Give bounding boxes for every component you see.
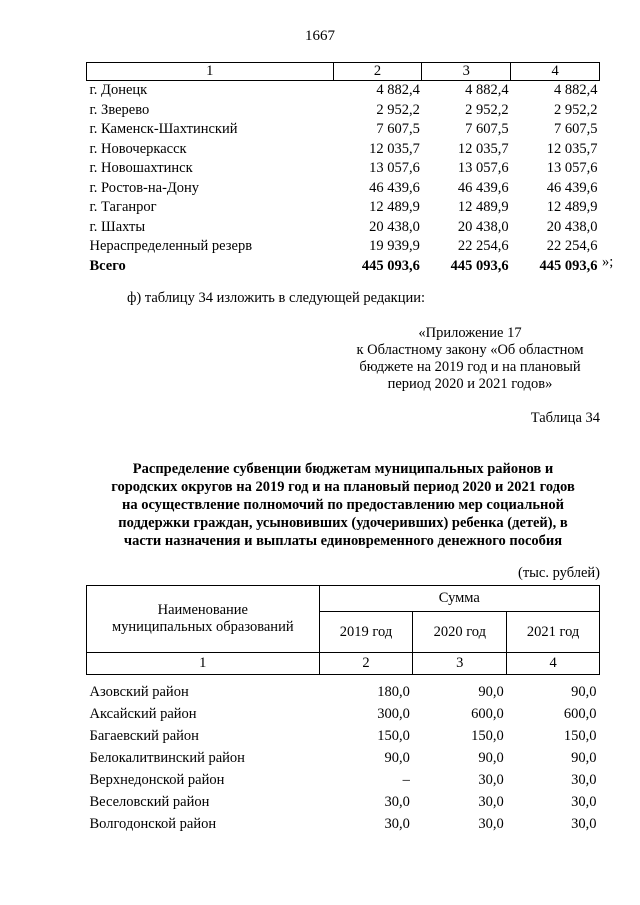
value-2021: 30,0 — [571, 816, 597, 832]
table-row — [87, 140, 600, 160]
municipality-name: Верхнедонской район — [89, 772, 225, 788]
value-2020: 20 438,0 — [457, 218, 509, 235]
page-number: 1667 — [305, 28, 335, 44]
appendix-line: период 2020 и 2021 годов» — [387, 376, 553, 392]
table-row — [87, 120, 600, 140]
value-2021: 22 254,6 — [546, 238, 598, 254]
value-2021: 20 438,0 — [546, 218, 598, 235]
table-row — [87, 675, 600, 704]
appendix-line: «Приложение 17 — [418, 325, 522, 341]
table-title — [86, 460, 600, 550]
title-line: Распределение субвенции бюджетам муниципальных районов и — [132, 461, 554, 477]
value-2021: 12 489,9 — [546, 199, 598, 215]
sum-header: Сумма — [319, 586, 599, 612]
value-2020: 46 439,6 — [457, 179, 509, 196]
value-2020: 22 254,6 — [457, 238, 509, 254]
municipality-name: Белокалитвинский район — [89, 750, 245, 766]
column-number-1: 1 — [87, 63, 334, 81]
municipality-name: г. Новошахтинск — [89, 160, 193, 176]
value-2021: 13 057,6 — [546, 160, 598, 176]
column-number-1: 1 — [87, 653, 320, 675]
value-2019: 180,0 — [377, 684, 410, 700]
column-number-3: 3 — [422, 63, 511, 81]
value-2020: 2 952,2 — [465, 101, 509, 118]
title-line: поддержки граждан, усыновивших (удочеривших) ребенка (детей), в — [118, 515, 568, 531]
title-line: городских округов на 2019 год и на плановый период 2020 и 2021 годов — [111, 479, 575, 495]
value-2019: 445 093,6 — [361, 257, 420, 274]
value-2020: 30,0 — [478, 794, 504, 810]
municipality-name: Всего — [89, 257, 126, 274]
value-2020: 30,0 — [478, 772, 504, 788]
table-row — [87, 813, 600, 835]
title-line: на осуществление полномочий по предоставлению мер социальной — [122, 497, 564, 513]
table-row — [87, 101, 600, 121]
municipality-name: Азовский район — [89, 684, 189, 700]
value-2019: 300,0 — [377, 706, 410, 722]
municipality-name: Волгодонской район — [89, 816, 217, 832]
value-2019: 30,0 — [384, 794, 410, 810]
appendix-reference — [340, 325, 600, 393]
municipality-column-header — [87, 586, 320, 653]
value-2020: 13 057,6 — [457, 160, 509, 176]
municipality-name: г. Ростов-на-Дону — [89, 179, 200, 196]
table-continuation — [86, 62, 600, 276]
value-2020: 150,0 — [471, 728, 504, 744]
table-row — [87, 159, 600, 179]
year-header-2020: 2020 год — [413, 612, 507, 653]
table-row — [87, 179, 600, 199]
municipality-name: г. Каменск-Шахтинский — [89, 121, 238, 137]
value-2020: 4 882,4 — [465, 82, 509, 98]
value-2021: 90,0 — [571, 750, 597, 766]
value-2019: – — [402, 772, 410, 788]
table-row — [87, 198, 600, 218]
value-2020: 90,0 — [478, 684, 504, 700]
column-number-4: 4 — [511, 63, 600, 81]
table-row — [87, 769, 600, 791]
table-row — [87, 237, 600, 257]
municipality-name: г. Зверево — [89, 101, 150, 118]
table-number: Таблица 34 — [530, 410, 600, 426]
table-row — [87, 791, 600, 813]
amendment-instruction: ф) таблицу 34 изложить в следующей редакции: — [127, 290, 426, 306]
value-2021: 46 439,6 — [546, 179, 598, 196]
value-2019: 12 489,9 — [369, 199, 420, 215]
appendix-line: к Областному закону «Об областном — [356, 342, 584, 358]
value-2021: 2 952,2 — [554, 101, 598, 118]
municipality-name: г. Шахты — [89, 218, 146, 235]
municipality-name: г. Донецк — [89, 82, 148, 98]
value-2021: 445 093,6 — [539, 257, 598, 274]
value-2019: 90,0 — [384, 750, 410, 766]
value-2020: 12 035,7 — [457, 140, 509, 157]
municipality-name: Аксайский район — [89, 706, 197, 722]
value-2021: 600,0 — [563, 706, 597, 722]
value-2020: 12 489,9 — [457, 199, 509, 215]
value-2021: 30,0 — [571, 772, 597, 788]
table-row — [87, 257, 600, 277]
appendix-line: бюджете на 2019 год и на плановый — [359, 359, 581, 375]
value-2020: 7 607,5 — [465, 121, 509, 137]
value-2020: 600,0 — [471, 706, 504, 722]
value-2019: 150,0 — [377, 728, 410, 744]
header-line: муниципальных образований — [112, 619, 294, 635]
table-row — [87, 218, 600, 238]
municipality-name: Багаевский район — [89, 728, 199, 744]
header-line: Наименование — [157, 602, 248, 618]
value-2019: 46 439,6 — [369, 179, 420, 196]
closing-quote-mark: »; — [602, 254, 614, 270]
value-2020: 90,0 — [478, 750, 504, 766]
value-2021: 30,0 — [571, 794, 597, 810]
value-2019: 12 035,7 — [369, 140, 420, 157]
value-2021: 12 035,7 — [546, 140, 598, 157]
value-2019: 20 438,0 — [369, 218, 420, 235]
municipality-name: г. Новочеркасск — [89, 140, 187, 157]
year-header-2021: 2021 год — [507, 612, 600, 653]
value-2019: 7 607,5 — [376, 121, 420, 137]
table-row — [87, 725, 600, 747]
column-number-3: 3 — [413, 653, 507, 675]
value-2019: 4 882,4 — [376, 82, 420, 98]
value-2021: 90,0 — [571, 684, 597, 700]
value-2019: 19 939,9 — [369, 238, 420, 254]
year-header-2019: 2019 год — [319, 612, 413, 653]
value-2020: 445 093,6 — [450, 257, 509, 274]
table-row — [87, 81, 600, 101]
column-number-2: 2 — [319, 653, 413, 675]
column-number-4: 4 — [507, 653, 600, 675]
value-2019: 13 057,6 — [369, 160, 420, 176]
table-header-row — [87, 63, 600, 81]
value-2020: 30,0 — [478, 816, 504, 832]
table-row — [87, 703, 600, 725]
table-row — [87, 747, 600, 769]
units-label: (тыс. рублей) — [518, 565, 600, 581]
municipality-name: Нераспределенный резерв — [89, 238, 253, 254]
value-2019: 30,0 — [384, 816, 410, 832]
value-2019: 2 952,2 — [376, 101, 420, 118]
municipality-name: г. Таганрог — [89, 199, 157, 215]
title-line: части назначения и выплаты единовременного денежного пособия — [123, 533, 563, 549]
subvention-table — [86, 585, 600, 835]
value-2021: 4 882,4 — [554, 82, 598, 98]
value-2021: 7 607,5 — [554, 121, 598, 137]
column-number-2: 2 — [333, 63, 422, 81]
municipality-name: Веселовский район — [89, 794, 210, 810]
value-2021: 150,0 — [563, 728, 597, 744]
